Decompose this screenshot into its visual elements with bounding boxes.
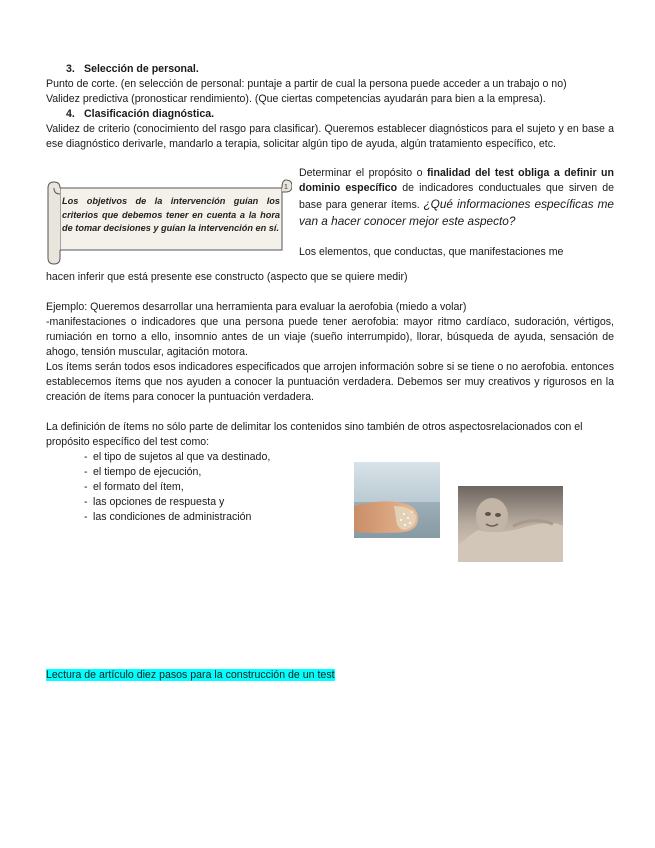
definition-list-area (46, 450, 614, 560)
sand-finger-photo (354, 462, 440, 538)
list-item: - las opciones de respuesta y (84, 495, 614, 510)
elements-line-end: hacen inferir que está presente ese constructo (aspecto que se quiere medir) (46, 271, 408, 283)
purpose-text (299, 166, 614, 260)
section-3-heading (66, 62, 614, 77)
section-4-number: 4. (66, 108, 75, 120)
section-4-title: Clasificación diagnóstica. (84, 108, 215, 120)
list-item: - el formato del ítem, (84, 480, 614, 495)
list-item: - las condiciones de administración (84, 510, 614, 525)
callout-scroll (46, 174, 292, 266)
purpose-mid: de indicadores conductuales que sirven de base para generar ítems. (299, 182, 614, 211)
list-item: - el tiempo de ejecución, (84, 465, 614, 480)
section-3-line-2: Validez predictiva (pronosticar rendimiento). (Que ciertas competencias ayudarán para bien a la empresa). (46, 93, 546, 105)
highlighted-text: Lectura de artículo diez pasos para la construcción de un test (46, 669, 335, 681)
purpose-paragraph (299, 166, 614, 230)
elements-line-start: Los elementos, que conductas, que manifestaciones me (299, 246, 564, 258)
callout-text: Los objetivos de la intervención guían los criterios que debemos tener en cuenta a la hora de tomar decisiones y guían la intervención en sí. (62, 196, 280, 234)
document-body (46, 62, 614, 560)
purpose-bold: finalidad del test obliga a definir un dominio específico (299, 167, 614, 194)
section-3-number: 3. (66, 63, 75, 75)
example-line-2: -manifestaciones o indicadores que una persona puede tener aerofobia: mayor ritmo cardíaco, sudoración, vértigos, rumiación en torno a ello, insomnio antes de un viaje (sueño interrumpido), llorar, búsqueda de ayuda, sensación de ahogo, tensión muscular, agitación motora. (46, 316, 614, 358)
reading-note (46, 668, 335, 683)
purpose-question: ¿Qué informaciones específicas me van a hacer conocer mejor este aspecto? (299, 197, 614, 228)
example-line-1: Ejemplo: Queremos desarrollar una herramienta para evaluar la aerofobia (miedo a volar) (46, 301, 467, 313)
svg-text:1: 1 (284, 184, 288, 191)
definition-intro: La definición de ítems no sólo parte de delimitar los contenidos sino también de otros aspectosrelacionados con el propósito específico del test como: (46, 421, 583, 448)
example-line-3: Los ítems serán todos esos indicadores especificados que arrojen información sobre si se tiene o no aerofobia. entonces establecemos ítems que nos ayuden a conocer la puntuación verdadera. Debemos ser muy creativos y rigurosos en la creación de ítems para conocer la puntuación verdadera. (46, 361, 614, 403)
sand-sculpture-photo (458, 486, 563, 562)
section-3-title: Selección de personal. (84, 63, 199, 75)
purpose-block (46, 166, 614, 270)
list-item: - el tipo de sujetos al que va destinado, (84, 450, 614, 465)
section-4-heading (66, 107, 614, 122)
purpose-lead: Determinar el propósito o (299, 167, 428, 179)
section-3-line-1: Punto de corte. (en selección de personal: puntaje a partir de cual la persona puede acceder a un trabajo o no) (46, 78, 567, 90)
section-4-paragraph: Validez de criterio (conocimiento del rasgo para clasificar). Queremos establecer diagnósticos para el sujeto y en base a ese diagnóstico derivarle, mandarlo a terapia, solicitar algún tipo de ayuda, algún tratamiento específico, etc. (46, 123, 614, 150)
